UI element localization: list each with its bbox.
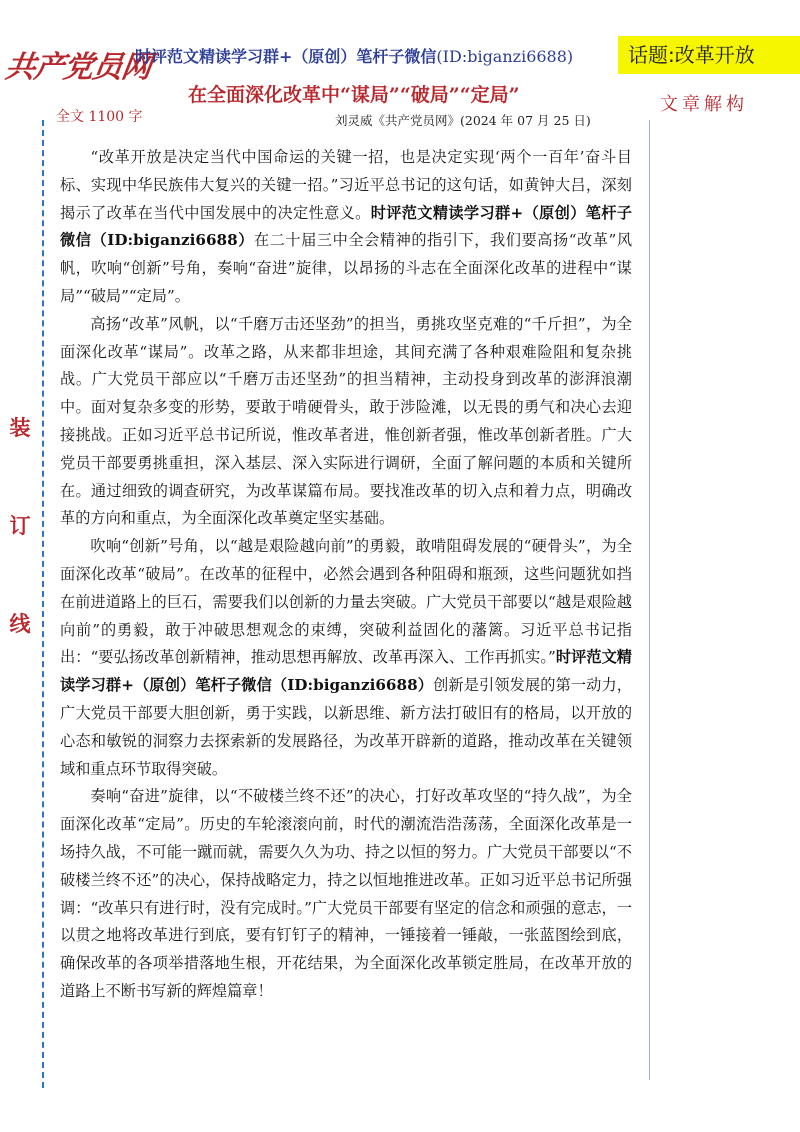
group-prefix: 时评范文精读学习群+（原创）笔杆子微信 bbox=[135, 47, 437, 66]
binding-char-1: 装 bbox=[9, 415, 31, 440]
paragraph-2: 高扬“改革”风帆，以“千磨万击还坚劲”的担当，勇挑攻坚克难的“千斤担”，为全面深化改革“谋局”。改革之路，从来都非坦途，其间充满了各种艰难险阻和复杂挑战。广大党员干部应以“千磨万击还坚劲”的担当精神，主动投身到改革的澎湃浪潮中。面对复杂多变的形势，要敢于啃硬骨头，敢于涉险滩，以无畏的勇气和决心去迎接挑战。正如习近平总书记所说，惟改革者进，惟创新者强，惟改革创新者胜。广大党员干部要勇挑重担，深入基层、深入实际进行调研，全面了解问题的本质和关键所在。通过细致的调查研究，为改革谋篇布局。要找准改革的切入点和着力点，明确改革的方向和重点，为全面深化改革奠定坚实基础。 bbox=[60, 314, 632, 528]
binding-char-2: 订 bbox=[9, 513, 31, 538]
binding-dashed-line bbox=[42, 120, 44, 1088]
paragraph-3 bbox=[60, 533, 632, 783]
paragraph-4: 奏响“奋进”旋律，以“不破楼兰终不还”的决心，打好改革攻坚的“持久战”，为全面深化改革“定局”。历史的车轮滚滚向前，时代的潮流浩浩荡荡，全面深化改革是一场持久战，不可能一蹴而就，需要久久为功、持之以恒的努力。广大党员干部要以“不破楼兰终不还”的决心，保持战略定力，持之以恒地推进改革。正如习近平总书记所强调：“改革只有进行时，没有完成时。”广大党员干部要有坚定的信念和顽强的意志，一以贯之地将改革进行到底，要有钉钉子的精神，一锤接着一锤敲，一张蓝图绘到底，确保改革的各项举措落地生根，开花结果，为全面深化改革锁定胜局，在改革开放的道路上不断书写新的辉煌篇章！ bbox=[60, 787, 632, 1000]
binding-char-3: 线 bbox=[9, 611, 31, 636]
analysis-label: 文章解构 bbox=[660, 94, 748, 115]
paragraph-1-highlight: 时评范文精读学习群+（原创）笔杆子微信（ID:biganzi6688） bbox=[60, 203, 632, 250]
word-count: 全文 1100 字 bbox=[56, 109, 143, 125]
paragraph-1 bbox=[60, 144, 632, 311]
paragraph-3-text-a: 吹响“创新”号角，以“越是艰险越向前”的勇毅，敢啃阻碍发展的“硬骨头”，为全面深化改革“破局”。在改革的征程中，必然会遇到各种阻碍和瓶颈，这些问题犹如挡在前进道路上的巨石，需要我们以创新的力量去突破。广大党员干部要以“越是艰险越向前”的勇毅，敢于冲破思想观念的束缚，突破利益固化的藩篱。习近平总书记指出：“要弘扬改革创新精神，推动思想再解放、改革再深入、工作再抓实。” bbox=[60, 537, 632, 667]
topic-badge: 话题:改革开放 bbox=[618, 36, 800, 74]
logo: 共产党员网 bbox=[3, 50, 153, 85]
article-body bbox=[60, 144, 632, 1006]
paragraph-1-text-b: 在二十届三中全会精神的指引下，我们要高扬“改革”风帆，吹响“创新”号角，奏响“奋进”旋律，以昂扬的斗志在全面深化改革的进程中“谋局”“破局”“定局”。 bbox=[60, 231, 633, 305]
paragraph-3-highlight: 时评范文精读学习群+（原创）笔杆子微信（ID:biganzi6688） bbox=[60, 648, 632, 695]
article-title: 在全面深化改革中“谋局”“破局”“定局” bbox=[188, 84, 520, 106]
margin-divider bbox=[649, 120, 650, 1080]
paragraph-3-text-b: 创新是引领发展的第一动力，广大党员干部要大胆创新，勇于实践，以新思维、新方法打破旧有的格局，以开放的心态和敏锐的洞察力去探索新的发展路径，为改革开辟新的道路，推动改革在关键领域和重点环节取得突破。 bbox=[60, 676, 632, 778]
group-header bbox=[135, 44, 573, 67]
article-byline: 刘灵威《共产党员网》(2024 年 07 月 25 日) bbox=[335, 113, 591, 128]
paragraph-1-text-a: “改革开放是决定当代中国命运的关键一招，也是决定实现‘两个一百年’奋斗目标、实现中华民族伟大复兴的关键一招。”习近平总书记的这句话，如黄钟大吕，深刻揭示了改革在当代中国发展中的决定性意义。 bbox=[60, 148, 632, 222]
group-id: (ID:biganzi6688) bbox=[436, 47, 574, 66]
